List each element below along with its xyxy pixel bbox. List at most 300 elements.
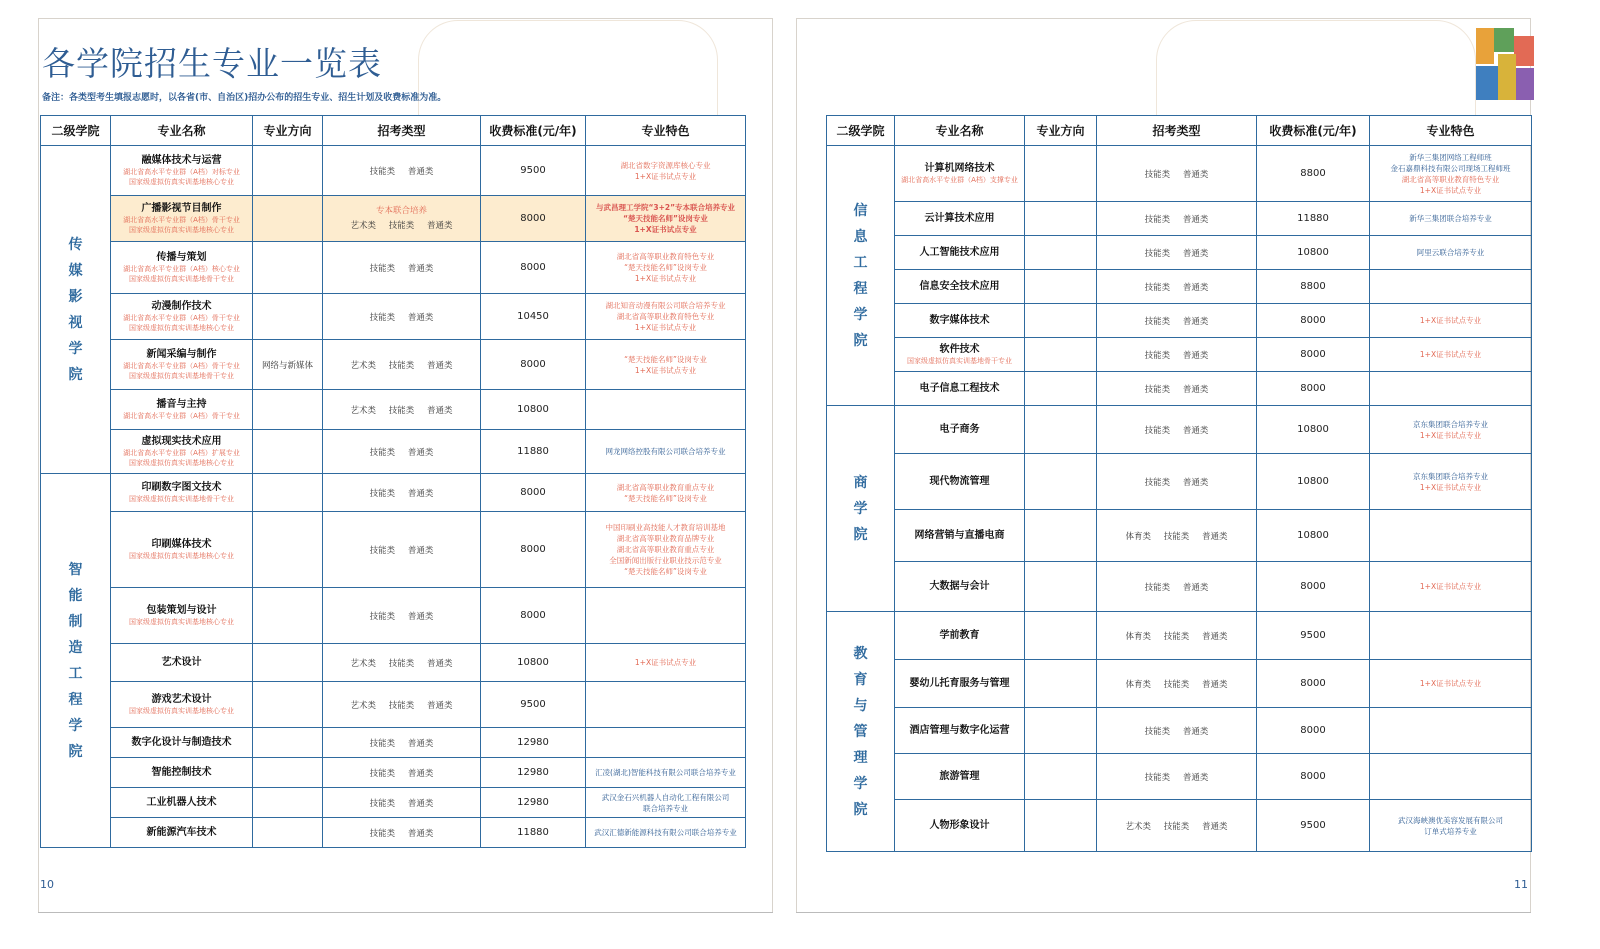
major-tag: 湖北省高水平专业群（A档）骨干专业 [123,216,240,224]
major-direction-cell [253,728,323,758]
major-name: 虚拟现实技术应用 [141,436,222,447]
admission-types: 技能类 普通类 [369,545,434,556]
feature-line: 联合培养专业 [643,803,688,813]
admission-types: 技能类 普通类 [369,447,434,458]
feature-cell [586,512,746,588]
major-name-cell [895,800,1025,852]
year-logo-icon [1476,28,1536,106]
admission-types: 技能类 普通类 [1144,726,1209,737]
table-row [41,644,746,682]
major-name: 包装策划与设计 [146,605,217,616]
major-direction-cell [253,474,323,512]
admission-types: 艺术类 技能类 普通类 [350,360,453,371]
admission-types-cell [1097,236,1257,270]
major-tag: 湖北省高水平专业群（A档）支撑专业 [901,176,1018,184]
admission-types: 艺术类 技能类 普通类 [350,658,453,669]
feature-line: 1+X证书试点专业 [1419,582,1482,591]
major-name: 数字媒体技术 [929,315,990,326]
feature-line: 1+X证书试点专业 [1419,316,1482,325]
major-name: 云计算技术应用 [924,213,995,224]
table-row [41,146,746,196]
major-name: 酒店管理与数字化运营 [909,725,1010,736]
feature-cell [586,682,746,728]
major-name-cell [111,788,253,818]
major-name-cell [111,512,253,588]
fee-value: 8000 [1300,349,1326,360]
major-direction-cell [1025,202,1097,236]
major-name-cell [895,612,1025,660]
major-name: 软件技术 [939,344,980,355]
major-name-cell [111,474,253,512]
fee-cell [481,242,586,294]
column-header: 专业名称 [111,116,253,146]
college-name-char: 学 [853,306,868,323]
fee-value: 10800 [1297,247,1329,258]
column-header: 收费标准(元/年) [481,116,586,146]
fee-cell [481,430,586,474]
admission-types-cell [1097,510,1257,562]
left-page [38,18,778,918]
admission-types-cell [1097,562,1257,612]
feature-line: “楚天技能名师”设岗专业 [624,567,707,576]
feature-cell [1370,406,1532,454]
major-tag: 湖北省高水平专业群（A档）骨干专业 [123,314,240,322]
major-direction-cell [253,242,323,294]
right-page [796,18,1536,918]
fee-value: 10800 [1297,530,1329,541]
feature-line: “楚天技能名师”设岗专业 [624,493,707,503]
feature-cell [586,728,746,758]
college-name-char: 教 [853,645,868,662]
major-direction-cell [253,682,323,728]
fee-cell [1257,202,1370,236]
major-name-cell [111,340,253,390]
admission-types: 技能类 普通类 [1144,425,1209,436]
major-tag: 国家级虚拟仿真实训基地核心专业 [129,459,234,467]
college-name-char: 院 [853,332,868,349]
fee-value: 8800 [1300,168,1326,179]
feature-line: 订单式培养专业 [1424,826,1477,836]
college-name-char: 息 [853,228,868,245]
feature-cell [586,390,746,430]
college-name-char: 能 [68,587,83,604]
major-direction-cell [253,390,323,430]
fee-cell [1257,612,1370,660]
major-name: 网络营销与直播电商 [914,530,1005,541]
major-name-cell [895,304,1025,338]
major-direction-cell [253,818,323,848]
major-name: 电子商务 [939,424,980,435]
feature-cell [1370,304,1532,338]
major-direction-cell [253,146,323,196]
major-tag: 国家级虚拟仿真实训基地核心专业 [129,707,234,715]
admission-types-cell [323,818,481,848]
college-name [41,474,111,848]
admission-types: 艺术类 技能类 普通类 [350,700,453,711]
admission-types-cell [323,644,481,682]
column-header: 专业名称 [895,116,1025,146]
admission-types: 技能类 普通类 [1144,316,1209,327]
college-name [827,146,895,406]
feature-cell [1370,270,1532,304]
feature-line: 武汉汇德新能源科技有限公司联合培养专业 [594,828,737,837]
feature-line: 阿里云联合培养专业 [1416,248,1485,257]
fee-value: 12980 [517,767,549,778]
column-header: 收费标准(元/年) [1257,116,1370,146]
admission-types: 艺术类 技能类 普通类 [350,221,453,231]
admission-types: 体育类 技能类 普通类 [1125,679,1228,690]
admission-types: 技能类 普通类 [1144,169,1209,180]
feature-cell [586,644,746,682]
column-header: 专业特色 [1370,116,1532,146]
major-direction-cell [253,512,323,588]
feature-line: 汇凌(湖北)智能科技有限公司联合培养专业 [595,768,736,777]
admission-types-cell [1097,708,1257,754]
college-name [827,612,895,852]
table-row [827,612,1532,660]
admission-types-cell [1097,372,1257,406]
admission-types-cell [323,430,481,474]
table-row [827,304,1532,338]
major-tag: 国家级虚拟仿真实训基地核心专业 [129,324,234,332]
major-name: 新闻采编与制作 [146,349,217,360]
page-note: 备注：各类型考生填报志愿时，以各省(市、自治区)招办公布的招生专业、招生计划及收费标准为准。 [42,93,447,103]
major-direction-cell [253,588,323,644]
admission-types-cell [323,474,481,512]
admission-types: 体育类 技能类 普通类 [1125,531,1228,542]
feature-line: 湖北省高等职业教育重点专业 [616,482,715,492]
admission-types-cell [1097,270,1257,304]
table-row [41,728,746,758]
table-row [41,430,746,474]
feature-line: 全国新闻出版行业职业技示范专业 [609,556,722,565]
fee-value: 10800 [1297,476,1329,487]
fee-value: 9500 [1300,630,1326,641]
major-name-cell [895,454,1025,510]
admission-types-cell [1097,304,1257,338]
college-name-char: 智 [68,561,83,578]
admission-types: 技能类 普通类 [1144,214,1209,225]
column-header: 专业特色 [586,116,746,146]
feature-line: 1+X证书试点专业 [1419,350,1482,359]
college-name [827,406,895,612]
admission-types-cell [1097,146,1257,202]
major-tag: 湖北省高水平专业群（A档）骨干专业 [123,362,240,370]
major-name: 电子信息工程技术 [919,383,1000,394]
major-direction-cell [1025,454,1097,510]
admission-types-cell [1097,800,1257,852]
table-row [827,454,1532,510]
admission-types: 技能类 普通类 [369,738,434,749]
table-row [827,406,1532,454]
fee-cell [1257,338,1370,372]
major-name: 大数据与会计 [929,581,990,592]
fee-cell [1257,510,1370,562]
major-name-cell [111,390,253,430]
feature-line: 1+X证书试点专业 [634,225,697,234]
feature-line: 网龙网络控股有限公司联合培养专业 [605,447,726,456]
column-header: 二级学院 [827,116,895,146]
fee-value: 8800 [1300,281,1326,292]
major-direction-cell [1025,612,1097,660]
table-row [41,588,746,644]
admission-types: 技能类 普通类 [1144,477,1209,488]
fee-value: 8000 [520,487,546,498]
major-table-right [826,115,1532,852]
major-name-cell [895,660,1025,708]
feature-cell [1370,612,1532,660]
major-name: 广播影视节目制作 [141,203,222,214]
feature-line: 1+X证书试点专业 [634,365,697,375]
major-name: 融媒体技术与运营 [141,155,222,166]
fee-value: 11880 [517,827,549,838]
major-name-cell [111,196,253,242]
college-name-char: 与 [853,697,868,714]
fee-value: 10450 [517,311,549,322]
table-row [827,338,1532,372]
fee-cell [481,294,586,340]
admission-types: 技能类 普通类 [369,488,434,499]
major-name-cell [111,818,253,848]
feature-cell [586,474,746,512]
column-header: 招考类型 [1097,116,1257,146]
major-direction: 网络与新媒体 [261,360,313,371]
college-name-char: 传 [68,236,83,253]
feature-cell [586,294,746,340]
major-direction-cell [1025,562,1097,612]
fee-value: 9500 [1300,820,1326,831]
feature-line: 中国印刷业高技能人才教育培训基地 [605,523,726,532]
major-name: 人工智能技术应用 [919,247,1000,258]
college-name-char: 程 [68,691,83,708]
college-name-char: 造 [68,639,83,656]
college-name-char: 管 [853,723,868,740]
feature-cell [586,242,746,294]
major-direction-cell [1025,304,1097,338]
major-name-cell [111,294,253,340]
table-row [41,682,746,728]
feature-line: 湖北知音动漫有限公司联合培养专业 [605,301,726,310]
college-name-char: 媒 [68,262,83,279]
fee-value: 8000 [520,544,546,555]
page-title: 各学院招生专业一览表 [42,44,382,83]
feature-cell [1370,454,1532,510]
feature-cell [1370,338,1532,372]
fee-cell [481,728,586,758]
college-name-char: 影 [68,288,83,305]
feature-line: 武汉海峡澳优美容发展有限公司 [1398,815,1503,825]
major-tag: 国家级虚拟仿真实训基地骨干专业 [129,495,234,503]
major-name-cell [895,510,1025,562]
college-name-char: 院 [853,526,868,543]
college-name-char: 信 [853,202,868,219]
major-direction-cell [1025,372,1097,406]
major-name-cell [895,372,1025,406]
admission-types: 技能类 普通类 [1144,248,1209,259]
major-direction-cell [253,340,323,390]
major-direction-cell [1025,708,1097,754]
feature-line: 新华三集团网络工程师班 [1409,152,1492,162]
major-name-cell [895,202,1025,236]
fee-cell [1257,146,1370,202]
feature-line: 湖北省数字资源库核心专业 [620,160,711,170]
major-name-cell [895,754,1025,800]
feature-cell [1370,372,1532,406]
major-name-cell [111,728,253,758]
admission-types: 技能类 普通类 [369,166,434,177]
major-name: 学前教育 [939,630,980,641]
feature-cell [586,788,746,818]
major-name: 动漫制作技术 [151,301,212,312]
college-name-char: 育 [853,671,868,688]
admission-types-cell [1097,754,1257,800]
major-name-cell [111,758,253,788]
college-name-char: 程 [853,280,868,297]
feature-line: 湖北省高等职业教育特色专业 [616,252,715,261]
fee-value: 8000 [520,262,546,273]
fee-cell [1257,304,1370,338]
admission-types-cell [1097,202,1257,236]
feature-line: 1+X证书试点专业 [1419,679,1482,688]
major-name: 现代物流管理 [929,476,990,487]
major-name: 人物形象设计 [929,820,990,831]
major-name-cell [111,430,253,474]
fee-value: 8000 [1300,771,1326,782]
admission-types: 技能类 普通类 [369,312,434,323]
feature-line: 1+X证书试点专业 [634,274,697,283]
feature-cell [1370,510,1532,562]
fee-value: 10800 [517,404,549,415]
major-name-cell [895,338,1025,372]
feature-line: 1+X证书试点专业 [1419,482,1482,492]
page-number: 10 [40,878,54,891]
table-row [41,390,746,430]
fee-cell [481,390,586,430]
major-name: 信息安全技术应用 [919,281,1000,292]
table-row [41,474,746,512]
major-direction-cell [1025,270,1097,304]
major-name-cell [895,146,1025,202]
major-name-cell [895,236,1025,270]
feature-cell [1370,202,1532,236]
fee-cell [481,818,586,848]
major-name: 工业机器人技术 [146,797,217,808]
college-name-char: 院 [68,743,83,760]
major-name-cell [111,644,253,682]
major-tag: 国家级虚拟仿真实训基地骨干专业 [129,275,234,283]
major-name-cell [895,708,1025,754]
feature-line: 京东集团联合培养专业 [1413,419,1488,429]
fee-value: 11880 [517,446,549,457]
table-row [827,660,1532,708]
major-name: 旅游管理 [939,771,980,782]
college-name-char: 商 [853,474,868,491]
college-name-char: 院 [68,366,83,383]
college-name-char: 学 [68,340,83,357]
fee-value: 12980 [517,737,549,748]
major-name-cell [111,588,253,644]
major-name: 新能源汽车技术 [146,827,217,838]
feature-line: 新华三集团联合培养专业 [1409,214,1492,223]
major-name: 婴幼儿托育服务与管理 [909,678,1010,689]
major-name: 计算机网络技术 [924,163,995,174]
major-name-cell [111,146,253,196]
feature-cell [1370,236,1532,270]
fee-cell [481,788,586,818]
college-name [41,146,111,474]
admission-types-cell [323,390,481,430]
major-table-left [40,115,746,848]
admission-types: 技能类 普通类 [369,768,434,779]
major-name: 印刷数字图文技术 [141,482,222,493]
fee-cell [1257,236,1370,270]
major-direction-cell [253,758,323,788]
admission-note: 专本联合培养 [375,206,427,216]
fee-value: 10800 [1297,424,1329,435]
fee-cell [1257,708,1370,754]
feature-cell [586,588,746,644]
major-tag: 湖北省高水平专业群（A档）对标专业 [123,168,240,176]
major-direction-cell [1025,338,1097,372]
table-row [41,758,746,788]
fee-cell [1257,454,1370,510]
admission-types-cell [323,682,481,728]
bottom-rule [38,912,773,913]
admission-types-cell [323,728,481,758]
fee-cell [1257,562,1370,612]
admission-types: 艺术类 技能类 普通类 [350,405,453,416]
feature-cell [586,146,746,196]
page-number: 11 [1514,878,1528,891]
feature-cell [1370,660,1532,708]
admission-types-cell [1097,660,1257,708]
feature-line: 1+X证书试点专业 [1419,185,1482,195]
fee-cell [481,340,586,390]
major-name: 艺术设计 [161,657,202,668]
major-direction-cell [1025,406,1097,454]
major-direction-cell [1025,754,1097,800]
fee-cell [481,644,586,682]
feature-cell [586,196,746,242]
admission-types-cell [323,294,481,340]
feature-line: “楚天技能名师”设岗专业 [623,214,708,223]
admission-types: 技能类 普通类 [1144,350,1209,361]
fee-value: 12980 [517,797,549,808]
bottom-rule [796,912,1531,913]
feature-line: 金石嘉鼎科技有限公司现场工程师班 [1390,163,1511,173]
feature-line: 京东集团联合培养专业 [1413,471,1488,481]
admission-types: 技能类 普通类 [1144,282,1209,293]
fee-cell [481,682,586,728]
fee-value: 11880 [1297,213,1329,224]
feature-cell [1370,562,1532,612]
major-tag: 国家级虚拟仿真实训基地核心专业 [129,618,234,626]
fee-value: 8000 [1300,581,1326,592]
fee-value: 8000 [1300,315,1326,326]
feature-cell [586,758,746,788]
major-direction-cell [1025,236,1097,270]
table-row [827,708,1532,754]
major-direction-cell [253,788,323,818]
table-row [827,800,1532,852]
major-direction-cell [1025,146,1097,202]
fee-value: 9500 [520,699,546,710]
fee-value: 8000 [1300,678,1326,689]
major-name-cell [895,270,1025,304]
major-name: 智能控制技术 [151,767,212,778]
college-name-char: 视 [68,314,83,331]
admission-types: 体育类 技能类 普通类 [1125,631,1228,642]
